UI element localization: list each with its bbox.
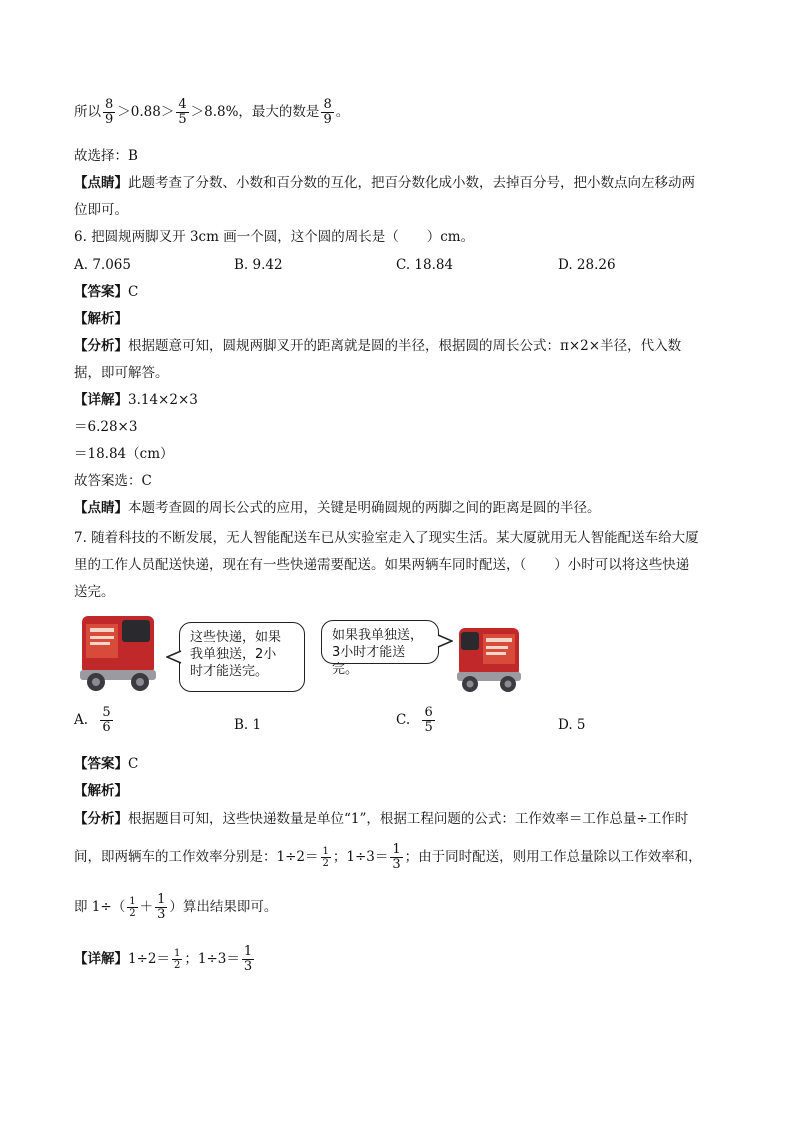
q7-answer: 【答案】C <box>74 756 139 772</box>
fraction-1-3-b: $\frac{1}{3}$ <box>157 892 166 922</box>
text-prefix: 所以 <box>74 104 101 120</box>
q6-option-c: C. 18.84 <box>396 257 454 273</box>
q7-stem-l2: 里的工作人员配送快递，现在有一些快递需要配送。如果两辆车同时配送，（ ）小时可以将这些快递 <box>74 557 690 573</box>
q7-fenxi-cont: 间，即两辆车的工作效率分别是：1÷2＝ $\frac{1}{2}$ ；1÷3＝ $\frac{1}{3}$ ；由于同时配送，则用工作总量除以工作效率和， <box>74 842 702 872</box>
dianjing-1: 【点睛】此题考查了分数、小数和百分数的互化，把百分数化成小数，去掉百分号，把小数点向左移动两 <box>74 175 695 191</box>
q6-fenxi: 【分析】根据题意可知，圆规两脚叉开的距离就是圆的半径，根据圆的周长公式：π×2×半径，代入数 <box>74 338 682 354</box>
q7-jiexi: 【解析】 <box>74 783 128 799</box>
q6-option-d: D. 28.26 <box>558 257 616 273</box>
speech-bubble-right: 如果我单独送， 3小时才能送完。 <box>321 620 439 664</box>
q7-stem-l3: 送完。 <box>74 584 115 600</box>
q7-option-d: D. 5 <box>558 717 586 733</box>
fraction-8-9-b: $\frac{8}{9}$ <box>323 97 332 127</box>
text-mid1: ＞0.88＞ <box>117 104 175 120</box>
q6-fenxi-cont: 据，即可解答。 <box>74 365 169 381</box>
q6-option-b: B. 9.42 <box>234 257 283 273</box>
q7-option-a: A. $\frac{5}{6}$ <box>74 705 111 735</box>
fraction-1-3-c: $\frac{1}{3}$ <box>243 944 253 974</box>
choose-b: 故选择：B <box>74 148 138 164</box>
q6-choose: 故答案选：C <box>74 473 152 489</box>
q6-jiexi: 【解析】 <box>74 311 128 327</box>
text-mid2: ＞8.8%，最大的数是 <box>190 104 320 120</box>
q7-fenxi: 【分析】根据题目可知，这些快递数量是单位“1”，根据工程问题的公式：工作效率＝工作总量÷工作时 <box>74 811 689 827</box>
q7-fenxi-formula: 即 1÷（ $\frac{1}{2}$ ＋ $\frac{1}{3}$ ）算出结果即可。 <box>74 892 278 922</box>
q7-stem-l1: 7. 随着科技的不断发展，无人智能配送车已从实验室走入了现实生活。某大厦就用无人智能配送车给大厦 <box>74 530 699 546</box>
dianjing-1-cont: 位即可。 <box>74 202 128 218</box>
fraction-8-9: $\frac{8}{9}$ <box>105 97 114 127</box>
fraction-1-3: $\frac{1}{3}$ <box>392 842 401 872</box>
fraction-4-5: $\frac{4}{5}$ <box>178 97 187 127</box>
fraction-1-2-b: $\frac{1}{2}$ <box>129 896 136 919</box>
q7-option-c: C. $\frac{6}{5}$ <box>396 705 433 735</box>
q6-option-a: A. 7.065 <box>74 257 131 273</box>
bubble-left-tail <box>166 650 182 664</box>
q6-answer: 【答案】C <box>74 284 139 300</box>
delivery-truck-right-icon <box>455 622 523 694</box>
q6-dianjing: 【点睛】本题考查圆的周长公式的应用，关键是明确圆规的两脚之间的距离是圆的半径。 <box>74 500 601 516</box>
fraction-5-6: $\frac{5}{6}$ <box>102 705 111 735</box>
comparison-line: 所以 $\frac{8}{9}$ ＞0.88＞ $\frac{4}{5}$ ＞8.8%，最大的数是 $\frac{8}{9}$ 。 <box>74 97 350 127</box>
q7-xiangjie: 【详解】1÷2＝ $\frac{1}{2}$ ；1÷3＝ $\frac{1}{3}$ <box>74 944 253 974</box>
q6-stem: 6. 把圆规两脚叉开 3cm 画一个圆，这个圆的周长是（ ）cm。 <box>74 229 475 245</box>
delivery-truck-left-icon <box>76 610 160 694</box>
q6-xiangjie-l3: ＝18.84（cm） <box>74 446 174 462</box>
speech-bubble-left: 这些快递，如果 我单独送，2小 时才能送完。 <box>179 622 305 692</box>
fraction-6-5: $\frac{6}{5}$ <box>424 705 433 735</box>
q6-xiangjie: 【详解】3.14×2×3 <box>74 392 198 408</box>
fraction-1-2-c: $\frac{1}{2}$ <box>174 948 181 971</box>
q6-xiangjie-l2: ＝6.28×3 <box>74 419 138 435</box>
fraction-1-2: $\frac{1}{2}$ <box>322 846 329 869</box>
bubble-right-tail <box>437 634 453 648</box>
q7-option-b: B. 1 <box>234 717 262 733</box>
